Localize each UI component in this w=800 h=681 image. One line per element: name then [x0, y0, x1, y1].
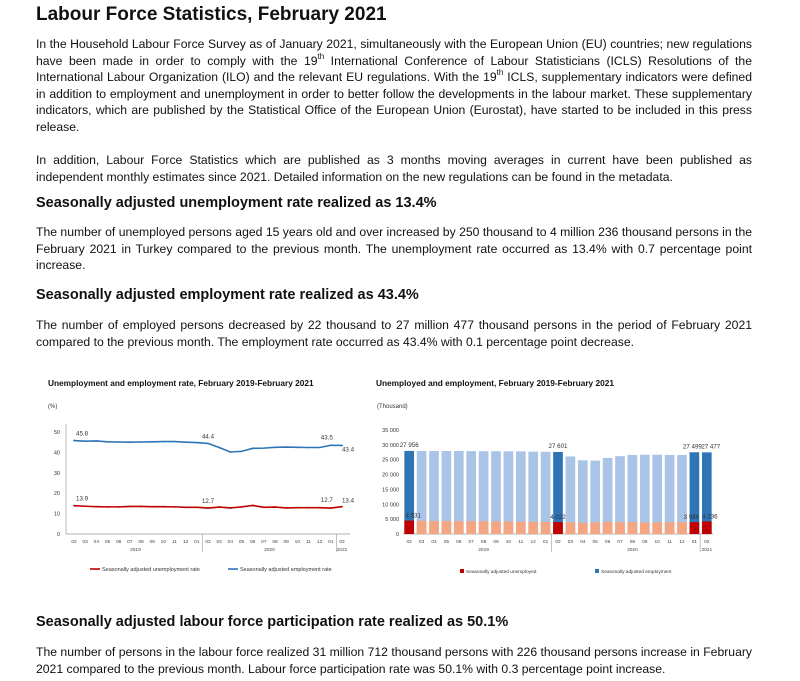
line-chart-xtick: 01	[328, 540, 334, 545]
line-chart-data-label: 13.4	[341, 497, 355, 505]
bar-chart-ytick: 0	[395, 532, 399, 538]
intro-paragraph-1: In the Household Labour Force Survey as of January 2021, simultaneously with the European Union (EU) countries; new regulations have been made in order to comply with the 19th International Conference of Labour Statisticians (ICLS) Resolutions of the International Labour Organization (ILO) and the relevant EU regulations. With the 19th ICLS, supplementary indicators were defined in addition to employment and unemployment in order to better follow the developments in the labour market. These supplementary indicators, which are published by the Statistical Office of the European Union (Eurostat), have started to be included in this press release.	[36, 37, 752, 134]
unemployed-bar	[466, 521, 476, 534]
bar-chart-year-label: 2019	[478, 548, 489, 553]
bar-chart-xtick: 07	[617, 540, 623, 545]
unemployed-bar	[690, 522, 700, 534]
unemployment-rate-point	[341, 506, 343, 508]
unemployed-bar	[442, 521, 452, 534]
line-chart-ytick: 30	[53, 470, 60, 477]
unemployment-rate-point	[241, 506, 243, 508]
line-chart-year-label: 2020	[264, 548, 275, 553]
line-chart-data-label: 43.5	[320, 434, 333, 442]
bar-chart-ylabel: (Thousand)	[377, 404, 408, 410]
line-chart-ytick: 20	[53, 491, 60, 498]
participation-heading: Seasonally adjusted labour force participation rate realized as 50.1%	[36, 614, 509, 630]
line-chart-ytick: 0	[56, 532, 60, 538]
legend-employment-label: Seasonally adjusted employment rate	[240, 567, 332, 573]
line-chart-data-label: 44.4	[201, 433, 215, 441]
unemployed-bar	[652, 522, 662, 534]
unemployed-bar	[404, 521, 414, 534]
line-chart-ylabel: (%)	[48, 404, 58, 410]
line-chart-xtick: 07	[127, 540, 133, 545]
unemployment-rate-point	[174, 506, 176, 508]
employed-bar	[652, 455, 662, 534]
participation-body: The number of persons in the labour force realized 31 million 712 thousand persons with 226 thousand persons increase in February 2021 compared to the previous month. Labour force participation rate was 50.1% with 0.3 percentage point increase.	[36, 645, 752, 676]
unemployed-bar	[417, 521, 427, 534]
line-chart-xtick: 07	[261, 540, 267, 545]
line-chart-xtick: 10	[160, 540, 167, 545]
unemployed-bar	[479, 521, 489, 534]
bar-chart-year-label: 2020	[627, 548, 638, 553]
employment-rate-point	[129, 441, 131, 443]
unemployment-rate-point	[73, 505, 75, 507]
unemployed-bar	[640, 522, 650, 534]
bar-chart-xtick: 02	[704, 540, 710, 545]
unemployment-heading: Seasonally adjusted unemployment rate realized as 13.4%	[36, 195, 437, 211]
bar-chart-xtick: 08	[629, 540, 636, 545]
bar-chart-title: Unemployed and employment, February 2019-February 2021	[376, 378, 614, 388]
employment-rate-point	[330, 444, 332, 446]
employment-rate-point	[274, 446, 276, 448]
bar-chart-xtick: 08	[480, 540, 487, 545]
employment-rate-point	[196, 442, 198, 444]
legend-employed-swatch	[595, 569, 599, 573]
line-chart-xtick: 06	[115, 540, 122, 545]
line-chart-xtick: 11	[306, 540, 311, 545]
line-chart-xtick: 03	[82, 540, 88, 545]
unemployed-bar	[628, 522, 638, 534]
unemployment-rate-point	[229, 507, 231, 509]
line-chart-data-label: 43.4	[341, 446, 355, 454]
line-chart-xtick: 12	[182, 540, 189, 545]
unemployment-rate-point	[274, 506, 276, 508]
line-chart-xtick: 05	[238, 540, 245, 545]
unemployed-bar	[615, 522, 625, 534]
line-chart-xtick: 06	[249, 540, 256, 545]
employment-body: The number of employed persons decreased by 22 thousand to 27 million 477 thousand persons in the period of February 2021 compared to the previous month. The employment rate occurred as 43.4% with 0.1 percentage point decrease.	[36, 318, 752, 349]
bar-chart-xtick: 09	[642, 540, 648, 545]
bar-chart-xtick: 10	[505, 540, 512, 545]
line-chart-xtick: 08	[272, 540, 278, 545]
employment-rate-line	[74, 441, 342, 452]
bar-chart-xtick: 12	[679, 540, 685, 545]
unemployment-rate-point	[285, 507, 287, 509]
bar-chart-employed-label: 27 499	[682, 443, 702, 451]
employed-bar	[628, 455, 638, 534]
unemployment-rate-point	[330, 507, 332, 509]
line-chart-xtick: 02	[205, 540, 211, 545]
employment-rate-point	[162, 441, 164, 443]
line-chart-xtick: 02	[71, 540, 77, 545]
line-chart-ytick: 10	[53, 511, 60, 518]
unemployment-rate-point	[308, 507, 310, 509]
unemployment-rate-point	[296, 507, 298, 509]
unemployed-bar	[677, 522, 687, 534]
employment-rate-point	[319, 447, 321, 449]
employment-rate-point	[73, 440, 75, 442]
bar-chart-xtick: 07	[468, 540, 474, 545]
unemployed-bar	[553, 522, 563, 534]
bar-chart-unemployed-label: 4 022	[550, 514, 566, 522]
line-chart-xtick: 10	[294, 540, 301, 545]
line-chart-title: Unemployment and employment rate, February 2019-February 2021	[48, 378, 314, 388]
unemployment-rate-point	[252, 505, 254, 507]
bar-chart-employed-label: 27 956	[399, 441, 419, 449]
unemployment-rate-point	[319, 507, 321, 509]
bar-chart-xtick: 05	[592, 540, 598, 545]
bar-chart-xtick: 01	[542, 540, 549, 545]
bar-chart-xtick: 06	[456, 540, 462, 545]
bar-chart-xtick: 03	[418, 540, 425, 545]
unemployment-rate-point	[95, 506, 97, 508]
employed-bar	[516, 451, 526, 534]
bar-chart-xtick: 04	[431, 540, 437, 545]
bar-chart-xtick: 03	[567, 540, 574, 545]
unemployed-bar	[491, 521, 501, 534]
employment-rate-point	[263, 447, 265, 449]
employment-heading: Seasonally adjusted employment rate realized as 43.4%	[36, 287, 419, 303]
employment-rate-point	[95, 440, 97, 442]
unemployment-rate-point	[263, 506, 265, 508]
employment-rate-point	[140, 441, 142, 443]
unemployment-rate-point	[207, 507, 209, 509]
line-chart-ytick: 40	[53, 450, 60, 457]
employed-bar	[640, 455, 650, 534]
bar-chart-ytick: 10 000	[382, 502, 399, 509]
bar-chart-ytick: 35 000	[382, 428, 399, 434]
line-chart-data-label: 12.7	[320, 497, 333, 505]
line-chart-year-label: 2021	[336, 548, 348, 553]
line-chart-xtick: 11	[172, 540, 177, 545]
bar-chart-xtick: 12	[530, 540, 536, 545]
employment-rate-point	[185, 441, 187, 443]
employed-bar	[553, 452, 563, 534]
unemployment-rate-point	[218, 506, 220, 508]
employed-bar	[528, 452, 538, 534]
bar-chart-ytick: 5 000	[385, 517, 399, 524]
line-chart-xtick: 01	[194, 540, 200, 545]
bar-chart-xtick: 10	[654, 540, 660, 545]
employed-bar	[690, 452, 700, 534]
employment-rate-point	[107, 441, 109, 443]
line-chart-ytick: 50	[53, 430, 60, 436]
bar-chart-employed-label: 27 601	[548, 442, 568, 450]
line-chart-xtick: 09	[149, 540, 155, 545]
employment-rate-point	[174, 441, 176, 443]
bar-chart-xtick: 09	[493, 540, 499, 545]
legend-unemployed-swatch	[460, 569, 464, 573]
employment-rate-point	[252, 447, 254, 449]
employment-rate-point	[207, 443, 209, 445]
bar-chart-unemployed-label: 3 986	[683, 514, 700, 522]
line-chart-data-label: 45.8	[76, 430, 89, 438]
unemployment-rate-point	[107, 506, 109, 508]
line-chart	[30, 396, 365, 586]
employment-rate-point	[241, 450, 243, 452]
legend-unemployed-label: Seasonally adjusted unemployed	[466, 570, 537, 575]
page-title: Labour Force Statistics, February 2021	[36, 4, 387, 25]
unemployed-bar	[516, 522, 526, 534]
unemployed-bar	[702, 521, 712, 534]
bar-chart-xtick: 02	[555, 540, 561, 545]
legend-unemployment-label: Seasonally adjusted unemployment rate	[102, 567, 200, 573]
unemployment-rate-point	[129, 506, 131, 508]
unemployed-bar	[454, 521, 464, 534]
bar-chart-year-label: 2021	[701, 548, 713, 553]
line-chart-xtick: 05	[104, 540, 111, 545]
unemployment-rate-point	[118, 506, 120, 508]
line-chart-xtick: 04	[227, 540, 234, 545]
line-chart-data-label: 13.9	[76, 495, 89, 503]
bar-chart-unemployed-label: 4 531	[405, 512, 421, 520]
employment-rate-point	[84, 440, 86, 442]
unemployment-rate-point	[151, 506, 153, 508]
line-chart-xtick: 08	[138, 540, 144, 545]
unemployment-rate-point	[140, 506, 142, 508]
bar-chart-unemployed-label: 4 236	[702, 513, 718, 521]
bar-chart-xtick: 11	[667, 540, 673, 545]
bar-chart-xtick: 05	[443, 540, 450, 545]
bar-chart-ytick: 30 000	[382, 442, 399, 449]
employed-bar	[541, 452, 551, 534]
unemployed-bar	[566, 522, 576, 534]
employed-bar	[665, 455, 675, 534]
bar-chart-ytick: 20 000	[382, 472, 399, 479]
unemployed-bar	[541, 522, 551, 534]
legend-employed-label: Seasonally adjusted employment	[601, 570, 672, 575]
unemployment-rate-point	[162, 506, 164, 508]
employment-rate-point	[229, 451, 231, 453]
employment-rate-point	[218, 447, 220, 449]
employment-rate-point	[296, 446, 298, 448]
line-chart-xtick: 03	[216, 540, 222, 545]
line-chart-year-label: 2019	[130, 548, 141, 553]
bar-chart	[345, 396, 725, 586]
unemployed-bar	[578, 523, 588, 534]
unemployment-rate-point	[185, 506, 187, 508]
employed-bar	[677, 455, 687, 534]
bar-chart-xtick: 04	[580, 540, 586, 545]
bar-chart-xtick: 01	[691, 540, 698, 545]
line-chart-data-label: 12.7	[201, 498, 215, 506]
intro-paragraph-2: In addition, Labour Force Statistics which are published as 3 months moving averages in current have been published as independent monthly estimates since 2021. Detailed information on the new regulations can be found in the metadata.	[36, 153, 752, 184]
line-chart-xtick: 12	[316, 540, 323, 545]
line-chart-xtick: 02	[339, 540, 345, 545]
bar-chart-ytick: 15 000	[382, 487, 399, 494]
bar-chart-employed-label: 27 477	[701, 443, 721, 451]
employment-rate-point	[308, 447, 310, 449]
unemployed-bar	[665, 522, 675, 534]
line-chart-xtick: 09	[283, 540, 289, 545]
bar-chart-xtick: 06	[604, 540, 611, 545]
unemployed-bar	[528, 522, 538, 534]
bar-chart-xtick: 02	[406, 540, 412, 545]
unemployment-rate-point	[84, 505, 86, 507]
employment-rate-point	[285, 446, 287, 448]
bar-chart-xtick: 11	[518, 540, 524, 545]
unemployed-bar	[590, 522, 600, 534]
unemployment-rate-point	[196, 506, 198, 508]
unemployed-bar	[504, 522, 514, 534]
unemployed-bar	[603, 522, 613, 534]
bar-chart-ytick: 25 000	[382, 457, 399, 464]
unemployed-bar	[429, 521, 439, 534]
unemployment-body: The number of unemployed persons aged 15 years old and over increased by 250 thousand to 4 million 236 thousand persons in the February 2021 in Turkey compared to the previous month. The unemployment rate occurred as 13.4% with 0.7 percentage point increase.	[36, 225, 752, 273]
employment-rate-point	[118, 441, 120, 443]
line-chart-xtick: 04	[93, 540, 100, 545]
employment-rate-point	[151, 441, 153, 443]
